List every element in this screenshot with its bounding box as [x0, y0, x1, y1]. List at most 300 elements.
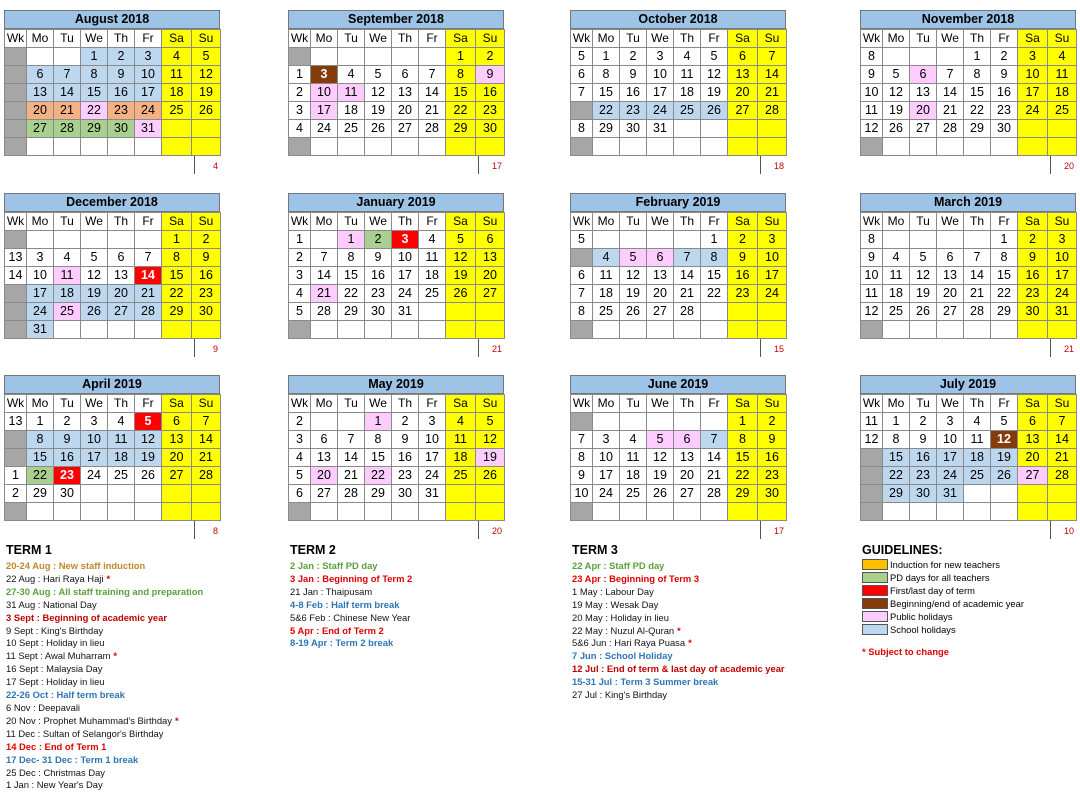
month-calendar [860, 10, 1076, 174]
month-grid [4, 212, 221, 339]
day-cell: 17 [1018, 84, 1048, 102]
day-cell [162, 120, 192, 138]
day-cell: 4 [964, 413, 991, 431]
day-cell: 2 [365, 231, 392, 249]
weekday-header-row [571, 395, 787, 413]
term-event [572, 676, 785, 689]
day-cell [108, 321, 135, 339]
week-number: 13 [5, 249, 27, 267]
day-cell [27, 231, 54, 249]
week-row [571, 503, 787, 521]
guidelines-legend [862, 543, 1024, 657]
day-cell: 9 [728, 249, 758, 267]
weekday-header: Wk [289, 30, 311, 48]
day-cell: 27 [937, 303, 964, 321]
day-cell: 1 [162, 231, 192, 249]
week-number: 9 [571, 467, 593, 485]
week-row [5, 303, 221, 321]
day-cell [1018, 503, 1048, 521]
legend-swatch [862, 572, 888, 583]
weekday-header: Tu [338, 395, 365, 413]
day-cell [701, 303, 728, 321]
week-number: 2 [289, 249, 311, 267]
day-cell: 3 [647, 48, 674, 66]
day-cell: 25 [883, 303, 910, 321]
day-cell: 3 [27, 249, 54, 267]
day-cell: 29 [162, 303, 192, 321]
week-row [289, 120, 505, 138]
weekday-header: We [81, 30, 108, 48]
day-cell: 13 [311, 449, 338, 467]
weekday-header: We [365, 213, 392, 231]
day-cell: 16 [192, 267, 221, 285]
day-cell: 2 [620, 48, 647, 66]
day-cell [991, 321, 1018, 339]
term-event-text: 4-8 Feb : Half term break [290, 598, 400, 610]
day-cell [1048, 138, 1077, 156]
week-row [5, 48, 221, 66]
day-cell: 10 [647, 66, 674, 84]
day-cell: 15 [162, 267, 192, 285]
week-row [571, 431, 787, 449]
month-title: November 2018 [860, 10, 1076, 29]
month-footer [570, 156, 786, 174]
weekday-header: Mo [27, 395, 54, 413]
week-row [289, 413, 505, 431]
day-cell: 18 [419, 267, 446, 285]
week-number: 9 [861, 66, 883, 84]
weekday-header: We [647, 213, 674, 231]
legend-swatch [862, 559, 888, 570]
day-cell: 17 [135, 84, 162, 102]
day-cell: 29 [446, 120, 476, 138]
weekday-header: Su [758, 395, 787, 413]
day-cell: 28 [758, 102, 787, 120]
day-cell: 4 [54, 249, 81, 267]
term-event-text: 17 Sept : Holiday in lieu [6, 676, 105, 688]
day-cell [338, 321, 365, 339]
weekday-header: Th [392, 30, 419, 48]
week-row [289, 48, 505, 66]
weekday-header: Tu [910, 30, 937, 48]
day-cell: 3 [1018, 48, 1048, 66]
day-cell: 18 [162, 84, 192, 102]
day-cell: 25 [108, 467, 135, 485]
day-cell: 30 [758, 485, 787, 503]
day-cell: 2 [476, 48, 505, 66]
week-row [861, 321, 1077, 339]
weekday-header: Th [392, 213, 419, 231]
day-cell: 25 [446, 467, 476, 485]
weekday-header: We [937, 30, 964, 48]
day-cell [674, 231, 701, 249]
day-cell [964, 321, 991, 339]
term-event [572, 689, 785, 702]
day-cell: 26 [81, 303, 108, 321]
day-cell: 18 [338, 102, 365, 120]
day-cell: 17 [311, 102, 338, 120]
day-cell: 11 [338, 84, 365, 102]
day-cell [964, 503, 991, 521]
day-cell: 4 [1048, 48, 1077, 66]
day-cell: 19 [883, 102, 910, 120]
weekday-header-row [571, 213, 787, 231]
week-number [861, 503, 883, 521]
day-cell: 20 [476, 267, 505, 285]
day-cell: 7 [192, 413, 221, 431]
day-cell: 9 [476, 66, 505, 84]
day-cell: 4 [108, 413, 135, 431]
weekday-header: Wk [861, 30, 883, 48]
week-number: 11 [861, 413, 883, 431]
weekday-header: Su [476, 395, 505, 413]
weekday-header: We [81, 395, 108, 413]
day-cell: 8 [365, 431, 392, 449]
day-cell: 31 [1048, 303, 1077, 321]
day-cell: 5 [883, 66, 910, 84]
day-cell: 13 [392, 84, 419, 102]
weekday-header: Sa [446, 395, 476, 413]
term-event [290, 625, 412, 638]
day-cell: 22 [27, 467, 54, 485]
day-cell: 25 [964, 467, 991, 485]
day-cell [108, 138, 135, 156]
week-row [571, 303, 787, 321]
month-footer [4, 156, 220, 174]
day-cell [1018, 120, 1048, 138]
day-cell: 14 [674, 267, 701, 285]
weekday-header: Sa [1018, 213, 1048, 231]
day-cell: 16 [728, 267, 758, 285]
day-cell: 20 [162, 449, 192, 467]
week-row [289, 285, 505, 303]
week-row [861, 285, 1077, 303]
footer-divider [1050, 521, 1051, 539]
day-cell [647, 503, 674, 521]
school-days-count: 20 [1063, 161, 1074, 171]
day-cell: 2 [728, 231, 758, 249]
day-cell: 1 [964, 48, 991, 66]
day-cell [883, 503, 910, 521]
day-cell: 14 [311, 267, 338, 285]
month-title: April 2019 [4, 375, 220, 394]
day-cell: 18 [593, 285, 620, 303]
day-cell: 24 [392, 285, 419, 303]
day-cell: 25 [419, 285, 446, 303]
day-cell: 13 [27, 84, 54, 102]
day-cell: 17 [1048, 267, 1077, 285]
week-number [5, 66, 27, 84]
term-event-text: 7 Jun : School Holiday [572, 650, 673, 662]
week-number [861, 138, 883, 156]
day-cell: 28 [419, 120, 446, 138]
day-cell: 25 [338, 120, 365, 138]
day-cell [81, 503, 108, 521]
legend-item [862, 623, 1024, 636]
week-number: 10 [861, 267, 883, 285]
weekday-header: Tu [338, 213, 365, 231]
day-cell: 7 [135, 249, 162, 267]
day-cell: 10 [81, 431, 108, 449]
week-row [861, 84, 1077, 102]
week-number: 13 [5, 413, 27, 431]
week-number: 3 [289, 431, 311, 449]
day-cell: 24 [135, 102, 162, 120]
day-cell: 14 [135, 267, 162, 285]
day-cell: 24 [937, 467, 964, 485]
week-row [861, 485, 1077, 503]
term-event-text: 14 Dec : End of Term 1 [6, 740, 107, 752]
day-cell: 25 [593, 303, 620, 321]
term-title: TERM 2 [290, 543, 336, 557]
day-cell: 30 [192, 303, 221, 321]
day-cell: 4 [883, 249, 910, 267]
day-cell: 29 [27, 485, 54, 503]
month-footer [860, 521, 1076, 539]
day-cell [701, 503, 728, 521]
day-cell: 22 [964, 102, 991, 120]
term-event [6, 586, 203, 599]
day-cell: 29 [593, 120, 620, 138]
weekday-header-row [861, 395, 1077, 413]
term-event-text: 3 Jan : Beginning of Term 2 [290, 572, 413, 584]
day-cell: 12 [620, 267, 647, 285]
school-days-count: 20 [491, 526, 502, 536]
week-number [571, 503, 593, 521]
day-cell: 21 [311, 285, 338, 303]
day-cell: 14 [338, 449, 365, 467]
day-cell: 3 [758, 231, 787, 249]
week-row [571, 120, 787, 138]
day-cell [365, 138, 392, 156]
day-cell: 27 [728, 102, 758, 120]
day-cell: 22 [162, 285, 192, 303]
day-cell: 11 [883, 267, 910, 285]
day-cell: 6 [27, 66, 54, 84]
week-number [861, 449, 883, 467]
week-number [5, 321, 27, 339]
day-cell [81, 138, 108, 156]
term-event [572, 586, 785, 599]
subject-to-change-marker: * [688, 637, 692, 649]
day-cell: 17 [81, 449, 108, 467]
day-cell [311, 413, 338, 431]
day-cell: 17 [593, 467, 620, 485]
week-row [289, 249, 505, 267]
day-cell: 29 [365, 485, 392, 503]
week-number: 5 [571, 231, 593, 249]
week-row [861, 66, 1077, 84]
month-footer [860, 156, 1076, 174]
month-calendar [860, 193, 1076, 357]
week-number: 11 [861, 285, 883, 303]
term-event [290, 586, 412, 599]
day-cell: 26 [883, 120, 910, 138]
day-cell: 6 [674, 431, 701, 449]
day-cell: 27 [311, 485, 338, 503]
day-cell [620, 138, 647, 156]
day-cell [991, 503, 1018, 521]
day-cell: 9 [758, 431, 787, 449]
day-cell [593, 231, 620, 249]
month-title: March 2019 [860, 193, 1076, 212]
weekday-header: Th [674, 30, 701, 48]
day-cell [964, 485, 991, 503]
day-cell [365, 48, 392, 66]
day-cell: 11 [54, 267, 81, 285]
week-number: 2 [289, 413, 311, 431]
day-cell: 18 [54, 285, 81, 303]
day-cell [620, 321, 647, 339]
weekday-header: Tu [910, 395, 937, 413]
weekday-header: Fr [991, 213, 1018, 231]
day-cell: 6 [647, 249, 674, 267]
day-cell: 1 [81, 48, 108, 66]
week-row [861, 503, 1077, 521]
day-cell: 7 [701, 431, 728, 449]
week-row [571, 449, 787, 467]
day-cell [647, 138, 674, 156]
day-cell: 19 [647, 467, 674, 485]
week-row [289, 449, 505, 467]
term-event-text: 8-19 Apr : Term 2 break [290, 637, 394, 649]
day-cell [162, 321, 192, 339]
term-event-text: 5&6 Jun : Hari Raya Puasa [572, 637, 686, 649]
day-cell: 20 [392, 102, 419, 120]
day-cell: 10 [758, 249, 787, 267]
weekday-header: Th [964, 30, 991, 48]
weekday-header: Sa [1018, 30, 1048, 48]
term-event [6, 573, 203, 586]
week-number [289, 48, 311, 66]
day-cell [991, 485, 1018, 503]
day-cell: 24 [1018, 102, 1048, 120]
term-event-text: 17 Dec- 31 Dec : Term 1 break [6, 753, 139, 765]
day-cell: 13 [910, 84, 937, 102]
week-row [861, 102, 1077, 120]
day-cell: 22 [728, 467, 758, 485]
week-row [861, 267, 1077, 285]
week-row [289, 321, 505, 339]
weekday-header: Fr [701, 395, 728, 413]
day-cell [108, 503, 135, 521]
day-cell: 9 [108, 66, 135, 84]
day-cell: 5 [81, 249, 108, 267]
week-number: 1 [289, 66, 311, 84]
week-number [289, 321, 311, 339]
school-days-count: 17 [773, 526, 784, 536]
month-title: August 2018 [4, 10, 220, 29]
day-cell: 12 [991, 431, 1018, 449]
week-number: 2 [5, 485, 27, 503]
weekday-header: Su [1048, 30, 1077, 48]
weekday-header: We [647, 30, 674, 48]
day-cell: 16 [392, 449, 419, 467]
day-cell: 19 [192, 84, 221, 102]
term-event-text: 25 Dec : Christmas Day [6, 766, 105, 778]
term-event [6, 676, 203, 689]
week-number: 7 [571, 84, 593, 102]
day-cell [446, 138, 476, 156]
week-number: 4 [289, 285, 311, 303]
day-cell: 9 [991, 66, 1018, 84]
day-cell: 5 [620, 249, 647, 267]
day-cell [758, 503, 787, 521]
day-cell [674, 321, 701, 339]
footer-divider [194, 521, 195, 539]
week-row [289, 503, 505, 521]
week-row [861, 231, 1077, 249]
term-event [6, 754, 203, 767]
weekday-header: Su [192, 30, 221, 48]
day-cell [476, 485, 505, 503]
weekday-header: Th [674, 213, 701, 231]
day-cell: 3 [311, 66, 338, 84]
weekday-header: Mo [593, 213, 620, 231]
day-cell [311, 321, 338, 339]
day-cell [910, 321, 937, 339]
guidelines-title: GUIDELINES: [862, 543, 943, 557]
day-cell [758, 321, 787, 339]
month-grid [860, 29, 1077, 156]
week-row [861, 249, 1077, 267]
day-cell: 14 [54, 84, 81, 102]
day-cell: 16 [1018, 267, 1048, 285]
day-cell: 24 [593, 485, 620, 503]
week-number [5, 285, 27, 303]
day-cell [54, 321, 81, 339]
footer-divider [194, 339, 195, 357]
day-cell: 3 [81, 413, 108, 431]
week-row [289, 231, 505, 249]
week-row [5, 120, 221, 138]
day-cell: 24 [647, 102, 674, 120]
month-calendar [570, 193, 786, 357]
day-cell [135, 138, 162, 156]
day-cell: 9 [54, 431, 81, 449]
day-cell [910, 231, 937, 249]
weekday-header: Sa [1018, 395, 1048, 413]
week-number: 1 [289, 231, 311, 249]
weekday-header: Th [108, 395, 135, 413]
day-cell: 17 [937, 449, 964, 467]
week-number: 6 [289, 485, 311, 503]
weekday-header: Th [108, 30, 135, 48]
day-cell: 11 [1048, 66, 1077, 84]
day-cell [674, 138, 701, 156]
week-number [5, 84, 27, 102]
school-days-count: 21 [491, 344, 502, 354]
week-row [5, 321, 221, 339]
week-row [289, 138, 505, 156]
term-event-text: 3 Sept : Beginning of academic year [6, 611, 167, 623]
day-cell: 19 [81, 285, 108, 303]
weekday-header: Th [964, 213, 991, 231]
day-cell [476, 503, 505, 521]
day-cell: 14 [964, 267, 991, 285]
weekday-header: We [365, 395, 392, 413]
day-cell [419, 138, 446, 156]
day-cell [937, 321, 964, 339]
day-cell: 2 [910, 413, 937, 431]
day-cell: 1 [446, 48, 476, 66]
day-cell: 13 [728, 66, 758, 84]
term-event-text: 10 Sept : Holiday in lieu [6, 637, 105, 649]
day-cell: 28 [1048, 467, 1077, 485]
weekday-header: Wk [289, 213, 311, 231]
week-number [861, 467, 883, 485]
day-cell [593, 321, 620, 339]
